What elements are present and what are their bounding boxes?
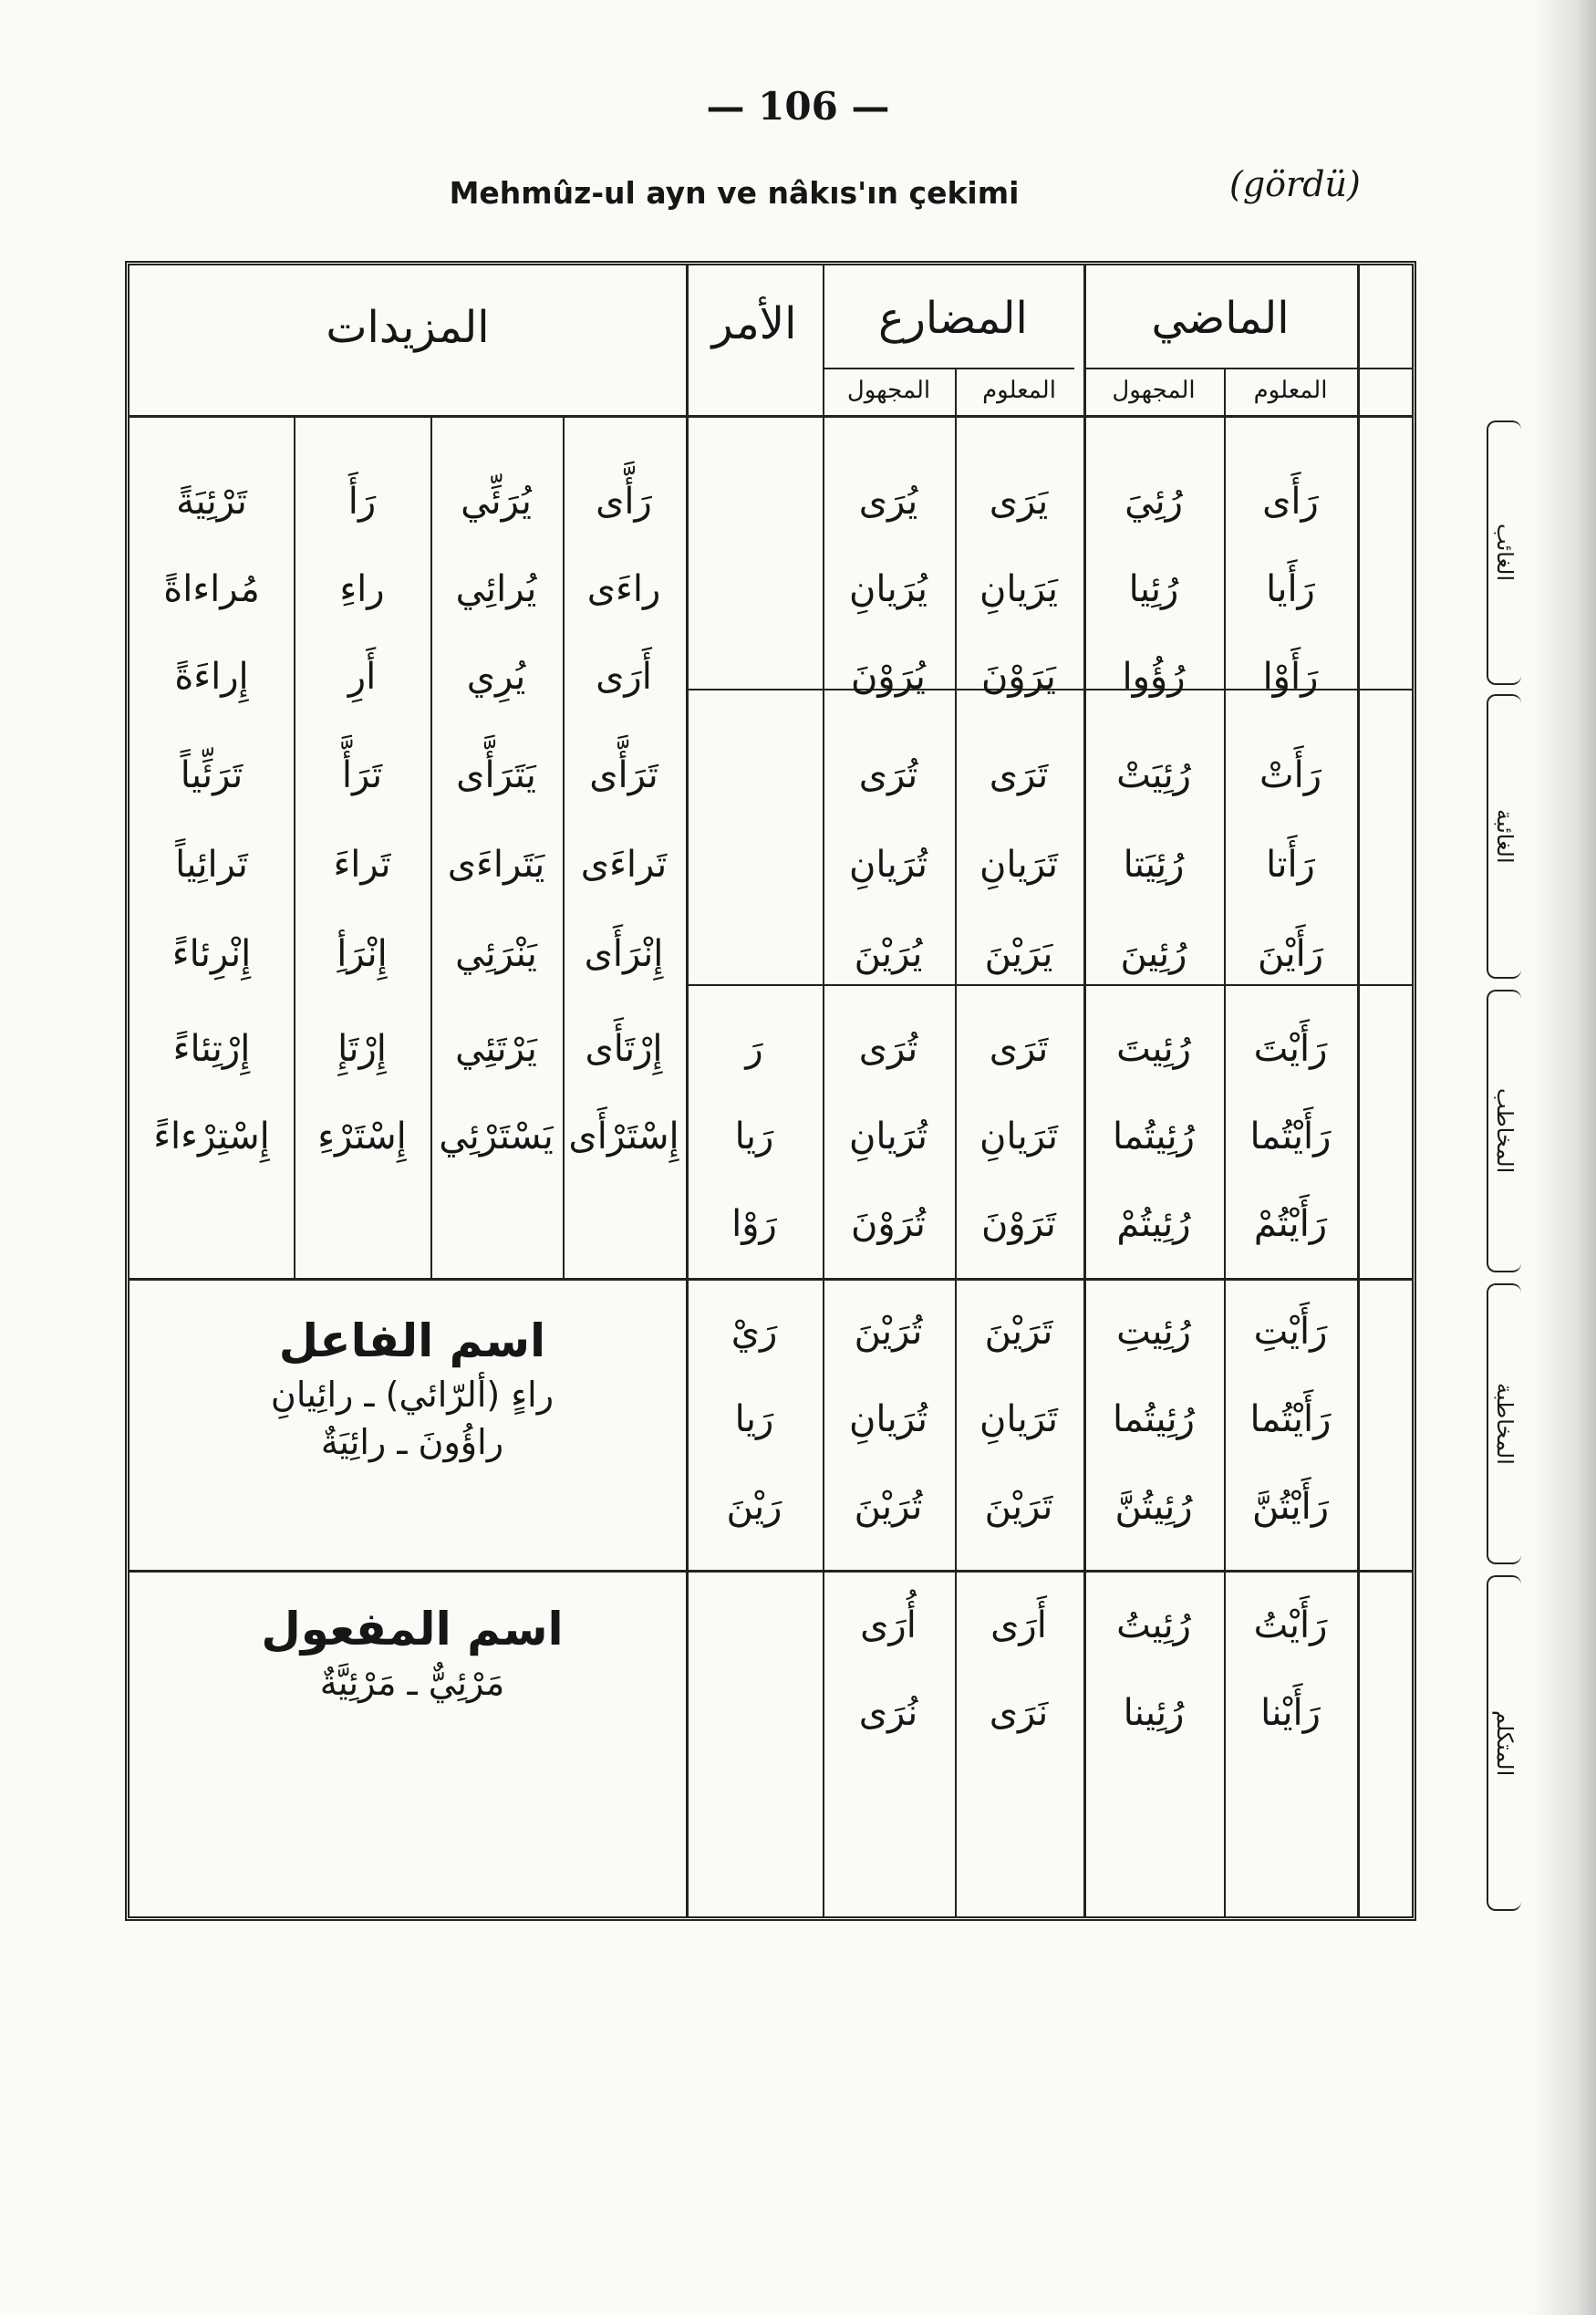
- cell-madi-majhul: رُئِيتُنَّ: [1114, 1486, 1193, 1528]
- cell-mazid-mudari: يَتَرَأَّى: [456, 754, 536, 796]
- tab-ghaib: الغائب: [1487, 420, 1521, 685]
- cell-mazid-amr: إِنْرَأِ: [337, 933, 388, 975]
- cell-madi-malum: رَأَيْتَ: [1253, 1028, 1328, 1070]
- cell-mazid-madi: أَرَى: [596, 656, 652, 698]
- cell-madi-majhul: رُئِيتَ: [1116, 1028, 1191, 1070]
- cell-mudari-malum: تَرَيْنَ: [984, 1486, 1053, 1528]
- cell-madi-malum: رَأَيْنا: [1260, 1692, 1321, 1734]
- cell-mudari-majhul: تُرَى: [858, 754, 918, 796]
- cell-mudari-malum: تَرَيانِ: [979, 1116, 1058, 1158]
- cell-mazid-amr: رَأَ: [347, 481, 377, 523]
- verb-meaning: (gördü): [1229, 164, 1361, 204]
- page-number: — 106 —: [706, 84, 890, 129]
- ism-maful-heading: اسم المفعول: [261, 1603, 564, 1656]
- cell-mazid-masdar: تَرَئِّياً: [180, 754, 244, 796]
- cell-madi-malum: رَأَيْتُمْ: [1253, 1203, 1328, 1245]
- cell-mudari-majhul: تُرَيْنَ: [854, 1486, 923, 1528]
- cell-madi-majhul: رُئِيتُمْ: [1116, 1203, 1191, 1245]
- cell-madi-malum: رَأَيْتُنَّ: [1251, 1486, 1330, 1528]
- cell-mudari-malum: تَرَيانِ: [979, 1398, 1058, 1440]
- cell-madi-malum: رَأَيْتُ: [1253, 1604, 1328, 1646]
- tab-mutakallim: المتكلم: [1487, 1575, 1521, 1911]
- cell-madi-majhul: رُئِينَ: [1120, 933, 1187, 975]
- ism-maful-block: [148, 1603, 677, 1703]
- cell-madi-malum: رَأَيْتِ: [1253, 1311, 1328, 1353]
- cell-mazid-amr: تَراءَ: [333, 844, 391, 886]
- cell-mudari-majhul: نُرَى: [858, 1692, 918, 1734]
- cell-madi-majhul: رُئِينا: [1123, 1692, 1185, 1734]
- cell-mazid-madi: إِرْتَأَى: [585, 1028, 663, 1070]
- tab-ghaiba: الغائبة: [1487, 694, 1521, 979]
- cell-amr: رَ: [745, 1028, 763, 1070]
- cell-mazid-madi: إِسْتَرْأَى: [568, 1116, 679, 1158]
- cell-mazid-mudari: يَرْتَئِي: [455, 1028, 537, 1070]
- cell-amr: رَيْ: [731, 1311, 778, 1353]
- tab-mukhatab: المخاطب: [1487, 990, 1521, 1272]
- cell-madi-malum: رَأَيْنَ: [1257, 933, 1324, 975]
- header-mudari-malum: المعلوم: [982, 377, 1056, 404]
- conjugation-table: [125, 261, 1518, 1921]
- cell-mudari-malum: تَرَى: [989, 1028, 1049, 1070]
- cell-mudari-majhul: يُرَوْنَ: [851, 656, 926, 698]
- cell-madi-majhul: رُئِيتِ: [1116, 1311, 1191, 1353]
- cell-madi-malum: رَأَيْتُما: [1249, 1116, 1332, 1158]
- cell-mazid-masdar: إِراءَةً: [174, 656, 249, 698]
- cell-mudari-majhul: تُرَى: [858, 1028, 918, 1070]
- cell-mazid-amr: إِسْتَرْءِ: [317, 1116, 407, 1158]
- cell-madi-malum: رَأَتْ: [1259, 754, 1322, 796]
- cell-madi-malum: رَأَى: [1262, 481, 1319, 523]
- cell-madi-majhul: رُئِيتُما: [1113, 1116, 1195, 1158]
- cell-mudari-malum: يَرَى: [989, 481, 1049, 523]
- header-madi: الماضي: [1151, 293, 1290, 344]
- cell-amr: رَيْنَ: [726, 1486, 782, 1528]
- cell-mazid-mudari: يَتَراءَى: [447, 844, 545, 886]
- cell-mudari-majhul: يُرَيْنَ: [854, 933, 923, 975]
- cell-madi-majhul: رُئِيَتا: [1123, 844, 1185, 886]
- cell-mudari-malum: تَرَيانِ: [979, 844, 1058, 886]
- cell-amr: رَوْا: [731, 1203, 777, 1245]
- cell-madi-majhul: رُئِيا: [1128, 568, 1179, 610]
- cell-mudari-malum: نَرَى: [989, 1692, 1049, 1734]
- header-madi-malum: المعلوم: [1253, 377, 1328, 404]
- tab-mukhataba: المخاطبة: [1487, 1283, 1521, 1564]
- cell-madi-malum: رَأَوْا: [1262, 656, 1319, 698]
- cell-madi-malum: رَأَيا: [1266, 568, 1315, 610]
- cell-mudari-malum: تَرَيْنَ: [984, 1311, 1053, 1353]
- cell-mudari-malum: تَرَوْنَ: [981, 1203, 1056, 1245]
- cell-madi-majhul: رُئِيَ: [1124, 481, 1183, 523]
- cell-madi-malum: رَأَيْتُما: [1249, 1398, 1332, 1440]
- cell-mazid-mudari: يُرائِي: [455, 568, 537, 610]
- ism-fail-line-2: راؤُونَ ـ رائِيَةٌ: [320, 1422, 504, 1462]
- cell-mudari-malum: يَرَوْنَ: [981, 656, 1056, 698]
- cell-mazid-mudari: يُرِي: [466, 656, 526, 698]
- cell-mazid-mudari: يَسْتَرْئِي: [439, 1116, 554, 1158]
- cell-madi-majhul: رُئِيَتْ: [1116, 754, 1191, 796]
- cell-mazid-madi: إِنْرَأَى: [584, 933, 664, 975]
- header-mudari-majhul: المجهول: [846, 377, 931, 404]
- cell-mudari-majhul: تُرَيانِ: [849, 1116, 928, 1158]
- cell-mazid-amr: تَرَأَّ: [341, 754, 383, 796]
- header-amr: الأمر: [711, 298, 797, 349]
- cell-mazid-masdar: إِنْرِئاءً: [171, 933, 252, 975]
- cell-mazid-madi: تَراءَى: [580, 844, 668, 886]
- page-title: Mehmûz-ul ayn ve nâkıs'ın çekimi: [449, 175, 1020, 211]
- cell-mudari-majhul: يُرَيانِ: [849, 568, 928, 610]
- cell-mazid-masdar: تَرائِياً: [175, 844, 248, 886]
- cell-madi-malum: رَأَتا: [1266, 844, 1315, 886]
- cell-mudari-majhul: تُرَيانِ: [849, 844, 928, 886]
- cell-madi-majhul: رُؤُوا: [1122, 656, 1186, 698]
- cell-amr: رَيا: [734, 1398, 774, 1440]
- ism-maful-line-1: مَرْئِيٌّ ـ مَرْئِيَّةٌ: [319, 1663, 505, 1703]
- cell-mazid-amr: راءِ: [339, 568, 385, 610]
- page-edge-shadow: [1532, 0, 1596, 2315]
- cell-mazid-mudari: يُرَئِّي: [461, 481, 532, 523]
- cell-mazid-masdar: تَرْئِيَةً: [176, 481, 247, 523]
- cell-mudari-majhul: تُرَيْنَ: [854, 1311, 923, 1353]
- cell-mudari-malum: يَرَيانِ: [979, 568, 1058, 610]
- ism-fail-line-1: راءٍ (ألرّائي) ـ رائِيانِ: [270, 1375, 554, 1415]
- cell-mazid-madi: تَرَأَّى: [589, 754, 658, 796]
- cell-mudari-malum: أَرَى: [990, 1604, 1047, 1646]
- cell-mazid-madi: رَأَّى: [596, 481, 652, 523]
- cell-mazid-amr: أَرِ: [347, 656, 377, 698]
- cell-mazid-masdar: إِرْتِئاءً: [172, 1028, 251, 1070]
- cell-mudari-majhul: تُرَوْنَ: [851, 1203, 926, 1245]
- cell-mudari-malum: تَرَى: [989, 754, 1049, 796]
- cell-mazid-madi: راءَى: [586, 568, 661, 610]
- ism-fail-block: [148, 1314, 677, 1462]
- cell-mazid-masdar: إِسْتِرْءاءً: [153, 1116, 270, 1158]
- cell-mazid-mudari: يَنْرَئِي: [455, 933, 537, 975]
- cell-amr: رَيا: [734, 1116, 774, 1158]
- cell-mazid-amr: إِرْتَإِ: [337, 1028, 387, 1070]
- header-madi-majhul: المجهول: [1112, 377, 1196, 404]
- cell-mudari-majhul: تُرَيانِ: [849, 1398, 928, 1440]
- cell-mudari-majhul: يُرَى: [858, 481, 918, 523]
- cell-madi-majhul: رُئِيتُ: [1116, 1604, 1191, 1646]
- cell-mudari-malum: يَرَيْنَ: [984, 933, 1053, 975]
- header-mudari: المضارع: [878, 293, 1028, 344]
- header-mazid: المزيدات: [326, 302, 490, 353]
- cell-mudari-majhul: أُرَى: [860, 1604, 917, 1646]
- ism-fail-heading: اسم الفاعل: [278, 1314, 546, 1367]
- cell-mazid-masdar: مُراءاةً: [163, 568, 260, 610]
- cell-madi-majhul: رُئِيتُما: [1113, 1398, 1195, 1440]
